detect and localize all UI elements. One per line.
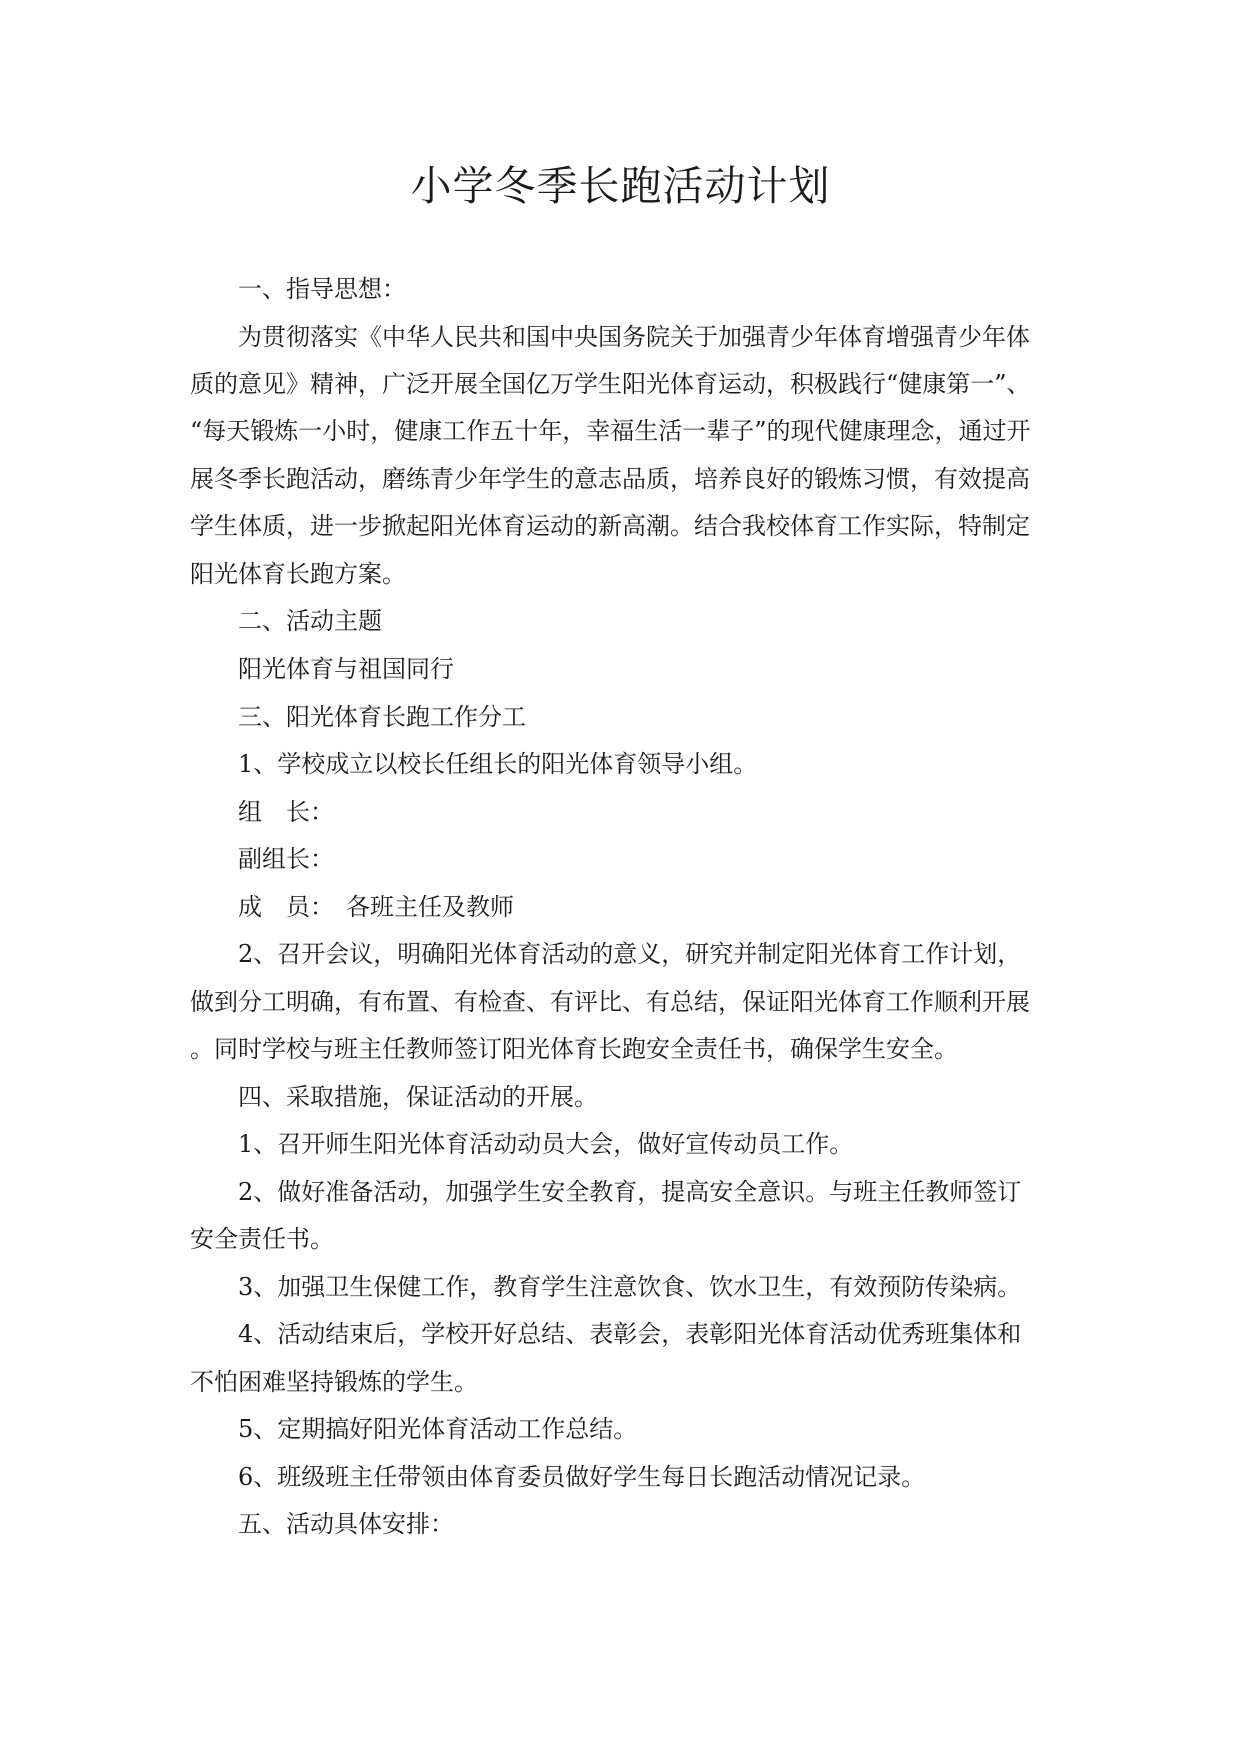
paragraph-line: 学生体质，进一步掀起阳光体育运动的新高潮。结合我校体育工作实际，特制定 bbox=[190, 512, 1030, 540]
paragraph-line: 为贯彻落实《中华人民共和国中央国务院关于加强青少年体育增强青少年体 bbox=[238, 323, 1030, 351]
list-item: 4、活动结束后，学校开好总结、表彰会，表彰阳光体育活动优秀班集体和 bbox=[238, 1320, 1022, 1348]
list-item: 6、班级班主任带领由体育委员做好学生每日长跑活动情况记录。 bbox=[238, 1463, 926, 1491]
members-field: 成 员： 各班主任及教师 bbox=[238, 893, 514, 921]
paragraph-line: 展冬季长跑活动，磨练青少年学生的意志品质，培养良好的锻炼习惯，有效提高 bbox=[190, 465, 1030, 493]
list-item: 1、召开师生阳光体育活动动员大会，做好宣传动员工作。 bbox=[238, 1130, 854, 1158]
list-item: 3、加强卫生保健工作，教育学生注意饮食、饮水卫生，有效预防传染病。 bbox=[238, 1273, 1022, 1301]
section-heading-theme: 二、活动主题 bbox=[238, 607, 382, 635]
paragraph-line: 安全责任书。 bbox=[190, 1225, 334, 1253]
paragraph-line: 阳光体育长跑方案。 bbox=[190, 560, 406, 588]
paragraph-line: 阳光体育与祖国同行 bbox=[238, 655, 454, 683]
group-leader-field: 组 长： bbox=[238, 798, 334, 826]
paragraph-line: 。同时学校与班主任教师签订阳光体育长跑安全责任书，确保学生安全。 bbox=[190, 1035, 958, 1063]
section-heading-measures: 四、采取措施，保证活动的开展。 bbox=[238, 1083, 598, 1111]
paragraph-line: “每天锻炼一小时，健康工作五十年，幸福生活一辈子”的现代健康理念，通过开 bbox=[190, 417, 1031, 445]
list-item: 1、学校成立以校长任组长的阳光体育领导小组。 bbox=[238, 750, 758, 778]
paragraph-line: 不怕困难坚持锻炼的学生。 bbox=[190, 1368, 478, 1396]
section-heading-arrangements: 五、活动具体安排： bbox=[238, 1510, 454, 1538]
section-heading-guiding-thought: 一、指导思想： bbox=[238, 275, 406, 303]
list-item: 5、定期搞好阳光体育活动工作总结。 bbox=[238, 1415, 638, 1443]
paragraph-line: 质的意见》精神，广泛开展全国亿万学生阳光体育运动，积极践行“健康第一”、 bbox=[190, 370, 1031, 398]
page-title: 小学冬季长跑活动计划 bbox=[410, 162, 831, 210]
paragraph-line: 做到分工明确，有布置、有检查、有评比、有总结，保证阳光体育工作顺利开展 bbox=[190, 988, 1030, 1016]
section-heading-division-of-work: 三、阳光体育长跑工作分工 bbox=[238, 703, 526, 731]
deputy-leader-field: 副组长： bbox=[238, 845, 334, 873]
list-item: 2、召开会议，明确阳光体育活动的意义，研究并制定阳光体育工作计划， bbox=[238, 940, 1022, 968]
list-item: 2、做好准备活动，加强学生安全教育，提高安全意识。与班主任教师签订 bbox=[238, 1178, 1022, 1206]
